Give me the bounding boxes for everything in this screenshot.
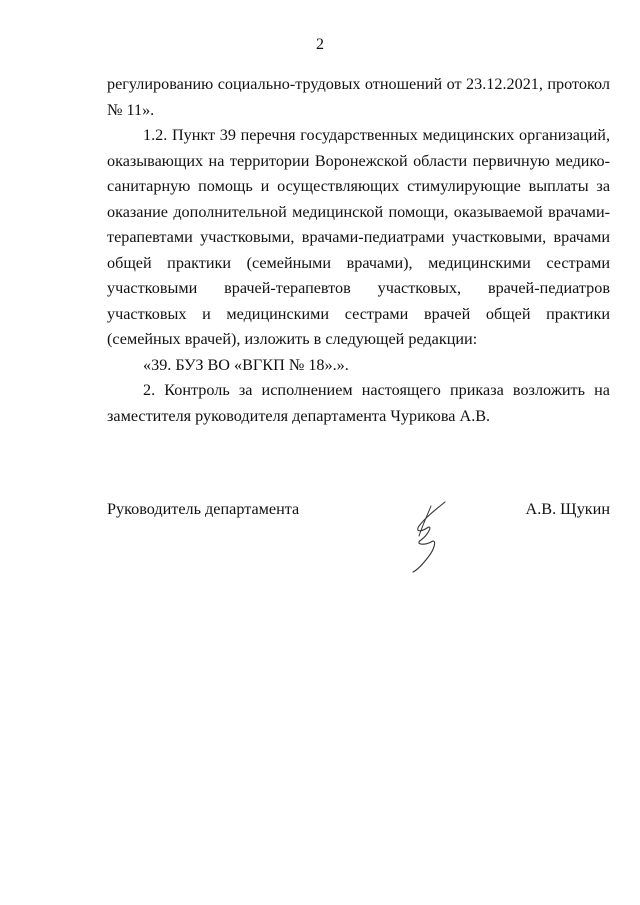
signature-block — [107, 500, 610, 590]
paragraph-item-2-control: 2. Контроль за исполнением настоящего приказа возложить на заместителя руководителя департамента Чурикова А.В. — [107, 381, 610, 425]
page-number: 2 — [316, 36, 324, 53]
signatory-name: А.В. Щукин — [525, 500, 610, 518]
paragraph-new-wording: «39. БУЗ ВО «ВГКП № 18».». — [143, 355, 349, 374]
document-body — [107, 72, 610, 429]
signatory-position: Руководитель департамента — [107, 500, 300, 518]
handwritten-signature — [405, 500, 451, 574]
paragraph-item-1-2: 1.2. Пункт 39 перечня государственных медицинских организаций, оказывающих на территории Воронежской области первичную медико-санитарную помощь и осуществляющих стимулирующие выплаты за оказание дополнительной медицинской помощи, оказываемой врачами-терапевтами участковыми, врачами-педиатрами участковыми, врачами общей практики (семейными врачами), медицинскими сестрами участковыми врачей-терапевтов участковых, врачей-педиатров участковых и медицинскими сестрами врачей общей практики (семейных врачей), изложить в следующей редакции: — [107, 126, 610, 348]
paragraph-protocol-ref: регулированию социально-трудовых отношений от 23.12.2021, протокол № 11». — [107, 75, 610, 119]
